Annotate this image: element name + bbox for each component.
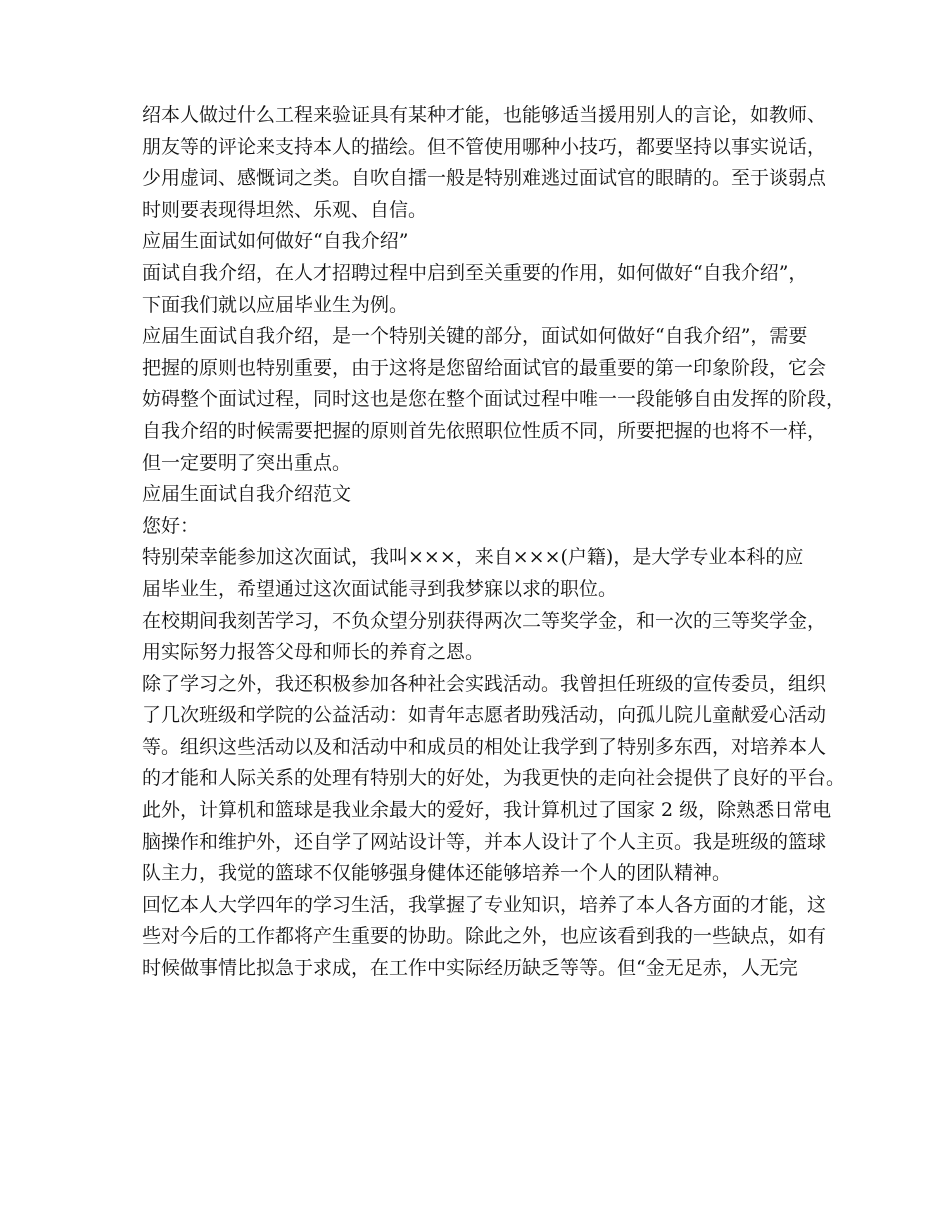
text-line: 除了学习之外，我还积极参加各种社会实践活动。我曾担任班级的宣传委员，组织 — [142, 672, 827, 695]
text-line: 应届生面试自我介绍，是一个特别关键的部分，面试如何做好“自我介绍”，需要 — [142, 325, 808, 348]
text-line: 少用虚词、感慨词之类。自吹自擂一般是特别难逃过面试官的眼睛的。至于谈弱点 — [142, 167, 827, 190]
text-line: 回忆本人大学四年的学习生活，我掌握了专业知识，培养了本人各方面的才能，这 — [142, 893, 827, 916]
section-heading: 应届生面试自我介绍范文 — [142, 483, 352, 506]
text-line: 绍本人做过什么工程来验证具有某种才能，也能够适当援用别人的言论，如教师、 — [142, 104, 827, 126]
text-line: 在校期间我刻苦学习，不负众望分别获得两次二等奖学金，和一次的三等奖学金， — [142, 609, 827, 632]
text-line: 特别荣幸能参加这次面试，我叫×××，来自×××(户籍)，是大学专业本科的应 — [142, 546, 804, 569]
text-line: 些对今后的工作都将产生重要的协助。除此之外，也应该看到我的一些缺点，如有 — [142, 925, 827, 948]
text-line: 用实际努力报答父母和师长的养育之恩。 — [142, 641, 485, 664]
text-line: 自我介绍的时候需要把握的原则首先依照职位性质不同，所要把握的也将不一样， — [142, 419, 827, 442]
text-line: 时候做事情比拟急于求成，在工作中实际经历缺乏等等。但“金无足赤，人无完 — [142, 957, 798, 980]
text-line: 面试自我介绍，在人才招聘过程中启到至关重要的作用，如何做好“自我介绍”， — [142, 261, 808, 284]
document-body — [142, 100, 846, 985]
text-line: 朋友等的评论来支持本人的描绘。但不管使用哪种小技巧，都要坚持以事实说话， — [142, 135, 827, 158]
text-line: 时则要表现得坦然、乐观、自信。 — [142, 198, 428, 221]
text-line: 届毕业生，希望通过这次面试能寻到我梦寐以求的职位。 — [142, 577, 618, 600]
text-line: 妨碍整个面试过程，同时这也是您在整个面试过程中唯一一段能够自由发挥的阶段， — [142, 388, 846, 411]
text-line: 了几次班级和学院的公益活动：如青年志愿者助残活动，向孤儿院儿童献爱心活动 — [142, 704, 827, 727]
text-line: 脑操作和维护外，还自学了网站设计等，并本人设计了个人主页。我是班级的篮球 — [142, 830, 827, 853]
text-line: 把握的原则也特别重要，由于这将是您留给面试官的最重要的第一印象阶段，它会 — [142, 356, 827, 379]
greeting-line: 您好： — [142, 514, 200, 537]
text-line: 队主力，我觉的篮球不仅能够强身健体还能够培养一个人的团队精神。 — [142, 862, 732, 885]
text-line: 此外，计算机和篮球是我业余最大的爱好，我计算机过了国家 2 级，除熟悉日常电 — [142, 799, 832, 822]
section-heading: 应届生面试如何做好“自我介绍” — [142, 230, 409, 253]
text-line: 的才能和人际关系的处理有特别大的好处，为我更快的走向社会提供了良好的平台。 — [142, 767, 846, 790]
text-line: 下面我们就以应届毕业生为例。 — [142, 293, 409, 316]
text-line: 但一定要明了突出重点。 — [142, 451, 352, 474]
text-line: 等。组织这些活动以及和活动中和成员的相处让我学到了特别多东西，对培养本人 — [142, 735, 827, 758]
